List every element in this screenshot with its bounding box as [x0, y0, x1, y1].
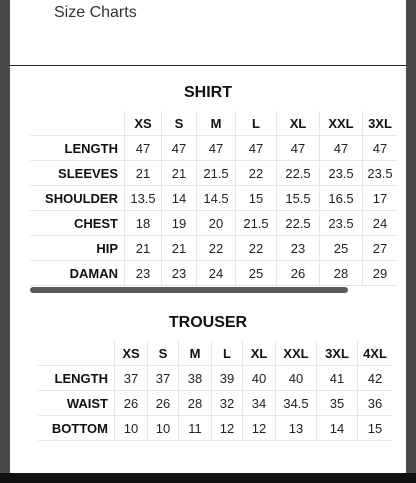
- size-column-header: M: [179, 341, 212, 366]
- measurement-label: BOTTOM: [38, 416, 115, 441]
- measurement-label: DAMAN: [30, 261, 125, 286]
- measurement-cell: 15.5: [277, 186, 320, 211]
- size-column-header: XXL: [276, 341, 317, 366]
- measurement-cell: 22: [236, 236, 277, 261]
- table-row: [30, 161, 397, 186]
- measurement-cell: 24: [197, 261, 236, 286]
- measurement-label: CHEST: [30, 211, 125, 236]
- measurement-cell: 26: [277, 261, 320, 286]
- measurement-cell: 47: [162, 136, 197, 161]
- measurement-cell: 24: [363, 211, 398, 236]
- size-chart-panel: [10, 0, 406, 473]
- measurement-cell: 41: [317, 366, 358, 391]
- size-column-header: M: [197, 111, 236, 136]
- shirt-title: SHIRT: [184, 84, 232, 101]
- measurement-cell: 20: [197, 211, 236, 236]
- measurement-label: SHOULDER: [30, 186, 125, 211]
- measurement-cell: 21: [125, 161, 162, 186]
- measurement-cell: 34.5: [276, 391, 317, 416]
- measurement-cell: 29: [363, 261, 398, 286]
- measurement-cell: 40: [276, 366, 317, 391]
- measurement-cell: 47: [197, 136, 236, 161]
- measurement-cell: 47: [320, 136, 363, 161]
- table-header-row: [38, 341, 392, 366]
- size-column-header: 3XL: [317, 341, 358, 366]
- size-column-header: 4XL: [358, 341, 393, 366]
- measurement-cell: 12: [243, 416, 276, 441]
- horizontal-scrollbar[interactable]: [30, 287, 348, 293]
- measurement-cell: 42: [358, 366, 393, 391]
- measurement-cell: 14.5: [197, 186, 236, 211]
- measurement-cell: 23.5: [320, 161, 363, 186]
- table-row: [38, 416, 392, 441]
- size-column-header: 3XL: [363, 111, 398, 136]
- measurement-cell: 21.5: [236, 211, 277, 236]
- measurement-cell: 40: [243, 366, 276, 391]
- table-row: [30, 186, 397, 211]
- measurement-cell: 47: [363, 136, 398, 161]
- measurement-label: SLEEVES: [30, 161, 125, 186]
- measurement-cell: 37: [115, 366, 148, 391]
- table-row: [38, 391, 392, 416]
- measurement-cell: 21: [125, 236, 162, 261]
- table-corner: [38, 341, 115, 366]
- measurement-cell: 22.5: [277, 161, 320, 186]
- size-column-header: XS: [115, 341, 148, 366]
- table-row: [30, 211, 397, 236]
- measurement-cell: 14: [162, 186, 197, 211]
- measurement-cell: 15: [236, 186, 277, 211]
- measurement-cell: 17: [363, 186, 398, 211]
- trouser-size-table: [38, 341, 392, 441]
- size-column-header: XXL: [320, 111, 363, 136]
- measurement-cell: 12: [212, 416, 243, 441]
- measurement-cell: 37: [148, 366, 179, 391]
- size-column-header: XS: [125, 111, 162, 136]
- measurement-cell: 11: [179, 416, 212, 441]
- size-column-header: S: [162, 111, 197, 136]
- measurement-cell: 26: [148, 391, 179, 416]
- table-header-row: [30, 111, 397, 136]
- measurement-cell: 23: [125, 261, 162, 286]
- measurement-cell: 32: [212, 391, 243, 416]
- measurement-cell: 13.5: [125, 186, 162, 211]
- measurement-label: LENGTH: [38, 366, 115, 391]
- table-corner: [30, 111, 125, 136]
- table-row: [30, 136, 397, 161]
- measurement-cell: 23: [162, 261, 197, 286]
- measurement-cell: 10: [115, 416, 148, 441]
- size-column-header: L: [212, 341, 243, 366]
- bottom-bar: [0, 473, 416, 483]
- measurement-cell: 21.5: [197, 161, 236, 186]
- measurement-cell: 16.5: [320, 186, 363, 211]
- measurement-cell: 36: [358, 391, 393, 416]
- measurement-cell: 21: [162, 161, 197, 186]
- measurement-cell: 15: [358, 416, 393, 441]
- measurement-cell: 25: [236, 261, 277, 286]
- trouser-title: TROUSER: [168, 314, 248, 331]
- measurement-cell: 21: [162, 236, 197, 261]
- measurement-cell: 39: [212, 366, 243, 391]
- measurement-cell: 19: [162, 211, 197, 236]
- measurement-label: WAIST: [38, 391, 115, 416]
- size-column-header: S: [148, 341, 179, 366]
- measurement-cell: 28: [179, 391, 212, 416]
- measurement-cell: 10: [148, 416, 179, 441]
- measurement-cell: 13: [276, 416, 317, 441]
- table-row: [30, 261, 397, 286]
- size-column-header: L: [236, 111, 277, 136]
- size-column-header: XL: [243, 341, 276, 366]
- measurement-label: LENGTH: [30, 136, 125, 161]
- measurement-label: HIP: [30, 236, 125, 261]
- measurement-cell: 35: [317, 391, 358, 416]
- shirt-size-table: [30, 111, 397, 286]
- measurement-cell: 47: [277, 136, 320, 161]
- measurement-cell: 14: [317, 416, 358, 441]
- measurement-cell: 28: [320, 261, 363, 286]
- measurement-cell: 22: [236, 161, 277, 186]
- table-row: [30, 236, 397, 261]
- measurement-cell: 47: [125, 136, 162, 161]
- measurement-cell: 23.5: [320, 211, 363, 236]
- measurement-cell: 23.5: [363, 161, 398, 186]
- measurement-cell: 34: [243, 391, 276, 416]
- measurement-cell: 27: [363, 236, 398, 261]
- measurement-cell: 18: [125, 211, 162, 236]
- size-column-header: XL: [277, 111, 320, 136]
- measurement-cell: 23: [277, 236, 320, 261]
- measurement-cell: 38: [179, 366, 212, 391]
- measurement-cell: 25: [320, 236, 363, 261]
- page-header: [10, 0, 406, 66]
- page-title: Size Charts: [54, 4, 137, 21]
- measurement-cell: 26: [115, 391, 148, 416]
- measurement-cell: 47: [236, 136, 277, 161]
- table-row: [38, 366, 392, 391]
- measurement-cell: 22.5: [277, 211, 320, 236]
- measurement-cell: 22: [197, 236, 236, 261]
